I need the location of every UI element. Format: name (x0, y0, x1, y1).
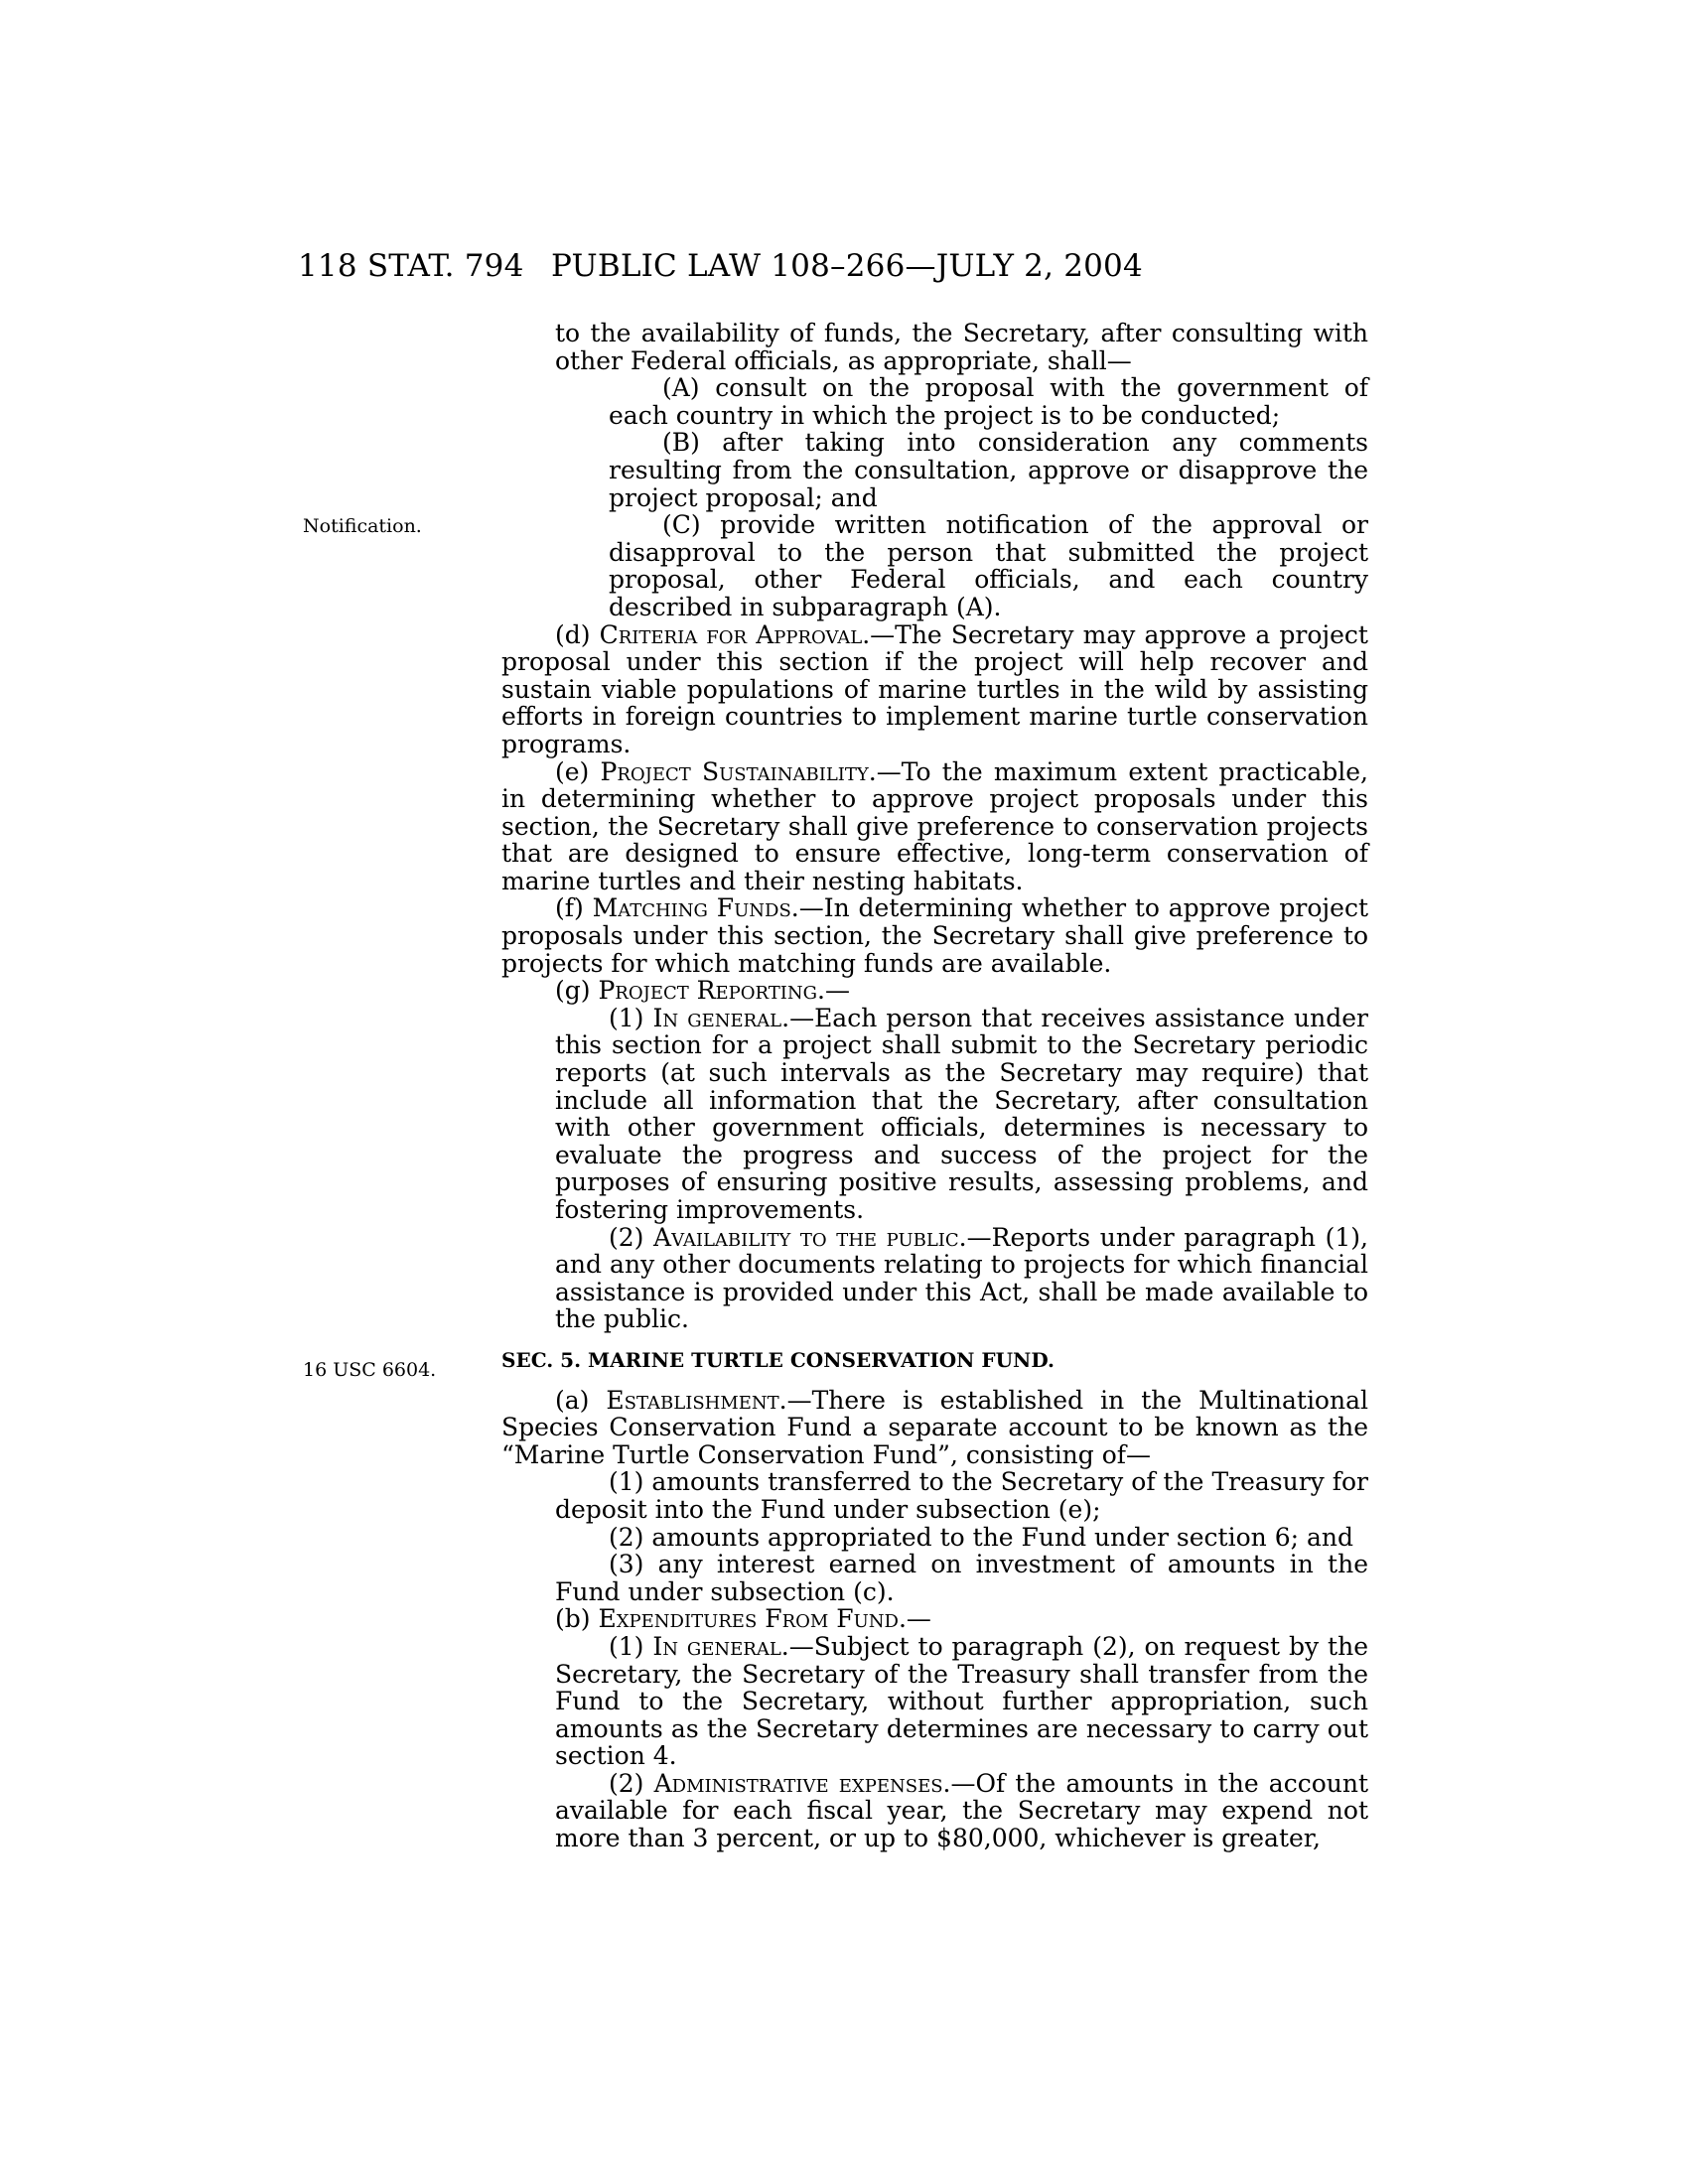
paragraph-text: —Each person that receives assistance under this section for a project shall submit to the Secretary periodic reports (at such intervals as the Secretary may require) that include all information that the Secretary, after consultation with other government officials, determines is necessary to evaluate the progress and success of the project for the purposes of ensuring positive results, assessing problems, and fostering improvements. (555, 1003, 1369, 1224)
paragraph-heading: Availability to the public. (653, 1222, 967, 1252)
paragraph-a2: (2) amounts appropriated to the Fund under section 6; and (609, 1522, 1353, 1552)
subsection-heading: Matching Funds. (592, 893, 799, 923)
paragraph-label: (2) (609, 1768, 654, 1798)
running-header: PUBLIC LAW 108–266—JULY 2, 2004 (551, 248, 1143, 284)
paragraph-g1 (501, 1005, 1368, 1224)
subsection-text: —The Secretary may approve a project proposal under this section if the project will help recover and sustain viable populations of marine turtles in the wild by assisting efforts in foreign countries to implement marine turtle conservation programs. (501, 619, 1368, 758)
paragraph-label: (1) (609, 1631, 653, 1661)
subsection-label: (d) (555, 619, 600, 649)
paragraph-text: —Subject to paragraph (2), on request by the Secretary, the Secretary of the Treasury shall transfer from the Fund to the Secretary, without further appropriation, such amounts as the Secretary determines are necessary to carry out section 4. (555, 1631, 1368, 1771)
body-text (501, 320, 1368, 1852)
paragraph-heading: In general. (652, 1631, 789, 1661)
paragraph-b2 (501, 1770, 1368, 1852)
subsection-a (501, 1387, 1368, 1469)
subsection-label: (a) (555, 1385, 607, 1415)
paragraph-text: —Of the amounts in the account available for each fiscal year, the Secretary may expend not more than 3 percent, or up to $80,000, whichever is greater, (555, 1768, 1368, 1853)
paragraph-heading: Administrative expenses. (653, 1768, 951, 1798)
subsection-heading: Establishment. (606, 1385, 787, 1415)
subsection-text: — (824, 976, 850, 1006)
paragraph-label: (1) (609, 1003, 653, 1032)
subsection-heading: Criteria for Approval. (599, 619, 871, 649)
subsection-d (501, 621, 1368, 758)
section-heading: SEC. 5. MARINE TURTLE CONSERVATION FUND. (501, 1347, 1055, 1372)
subsection-label: (g) (555, 976, 599, 1006)
subsection-heading: Expenditures From Fund. (598, 1604, 907, 1634)
subsection-text: —There is established in the Multinational Species Conservation Fund a separate account to be known as the “Marine Turtle Conservation Fund”, consisting of— (501, 1385, 1368, 1469)
paragraph-heading: In general. (652, 1003, 790, 1032)
subsection-g (501, 977, 1368, 1005)
subsection-text: —In determining whether to approve project proposals under this section, the Secretary shall give preference to projects for which matching funds are available. (501, 893, 1369, 978)
subsection-heading: Project Reporting. (598, 976, 825, 1006)
paragraph-text: —Reports under paragraph (1), and any other documents relating to projects for which financial assistance is provided under this Act, shall be made available to the public. (555, 1222, 1368, 1334)
paragraph-label: (2) (609, 1222, 654, 1252)
page-number-stat: 118 STAT. 794 (298, 248, 524, 284)
subsection-label: (e) (555, 756, 601, 786)
clause-a: (A) consult on the proposal with the government of each country in which the project is to be conducted; (609, 373, 1368, 430)
paragraph-a1: (1) amounts transferred to the Secretary of the Treasury for deposit into the Fund under subsection (e); (555, 1467, 1368, 1524)
subsection-b (501, 1605, 1368, 1633)
margin-note-notification: Notification. (303, 515, 422, 537)
margin-note-usc: 16 USC 6604. (303, 1359, 437, 1381)
subsection-text: —To the maximum extent practicable, in determining whether to approve project proposals under this section, the Secretary shall give preference to conservation projects that are designed to ensure effective, long-term conservation of marine turtles and their nesting habitats. (501, 756, 1369, 895)
subsection-e (501, 758, 1368, 895)
subsection-label: (b) (555, 1604, 599, 1634)
paragraph-g2 (501, 1224, 1368, 1333)
subsection-heading: Project Sustainability. (600, 756, 877, 786)
subsection-f (501, 894, 1368, 977)
paragraph-b1 (501, 1633, 1368, 1770)
subsection-label: (f) (555, 893, 593, 923)
clause-c: (C) provide written notification of the approval or disapproval to the person that submitted the project proposal, other Federal officials, and each country described in subparagraph (A). (609, 510, 1368, 621)
paragraph-a3: (3) any interest earned on investment of amounts in the Fund under subsection (c). (555, 1550, 1368, 1606)
clause-b: (B) after taking into consideration any comments resulting from the consultation, approve or disapprove the project proposal; and (609, 428, 1368, 512)
paragraph-intro: to the availability of funds, the Secretary, after consulting with other Federal officials, as appropriate, shall— (555, 319, 1368, 375)
subsection-text: — (906, 1604, 931, 1634)
